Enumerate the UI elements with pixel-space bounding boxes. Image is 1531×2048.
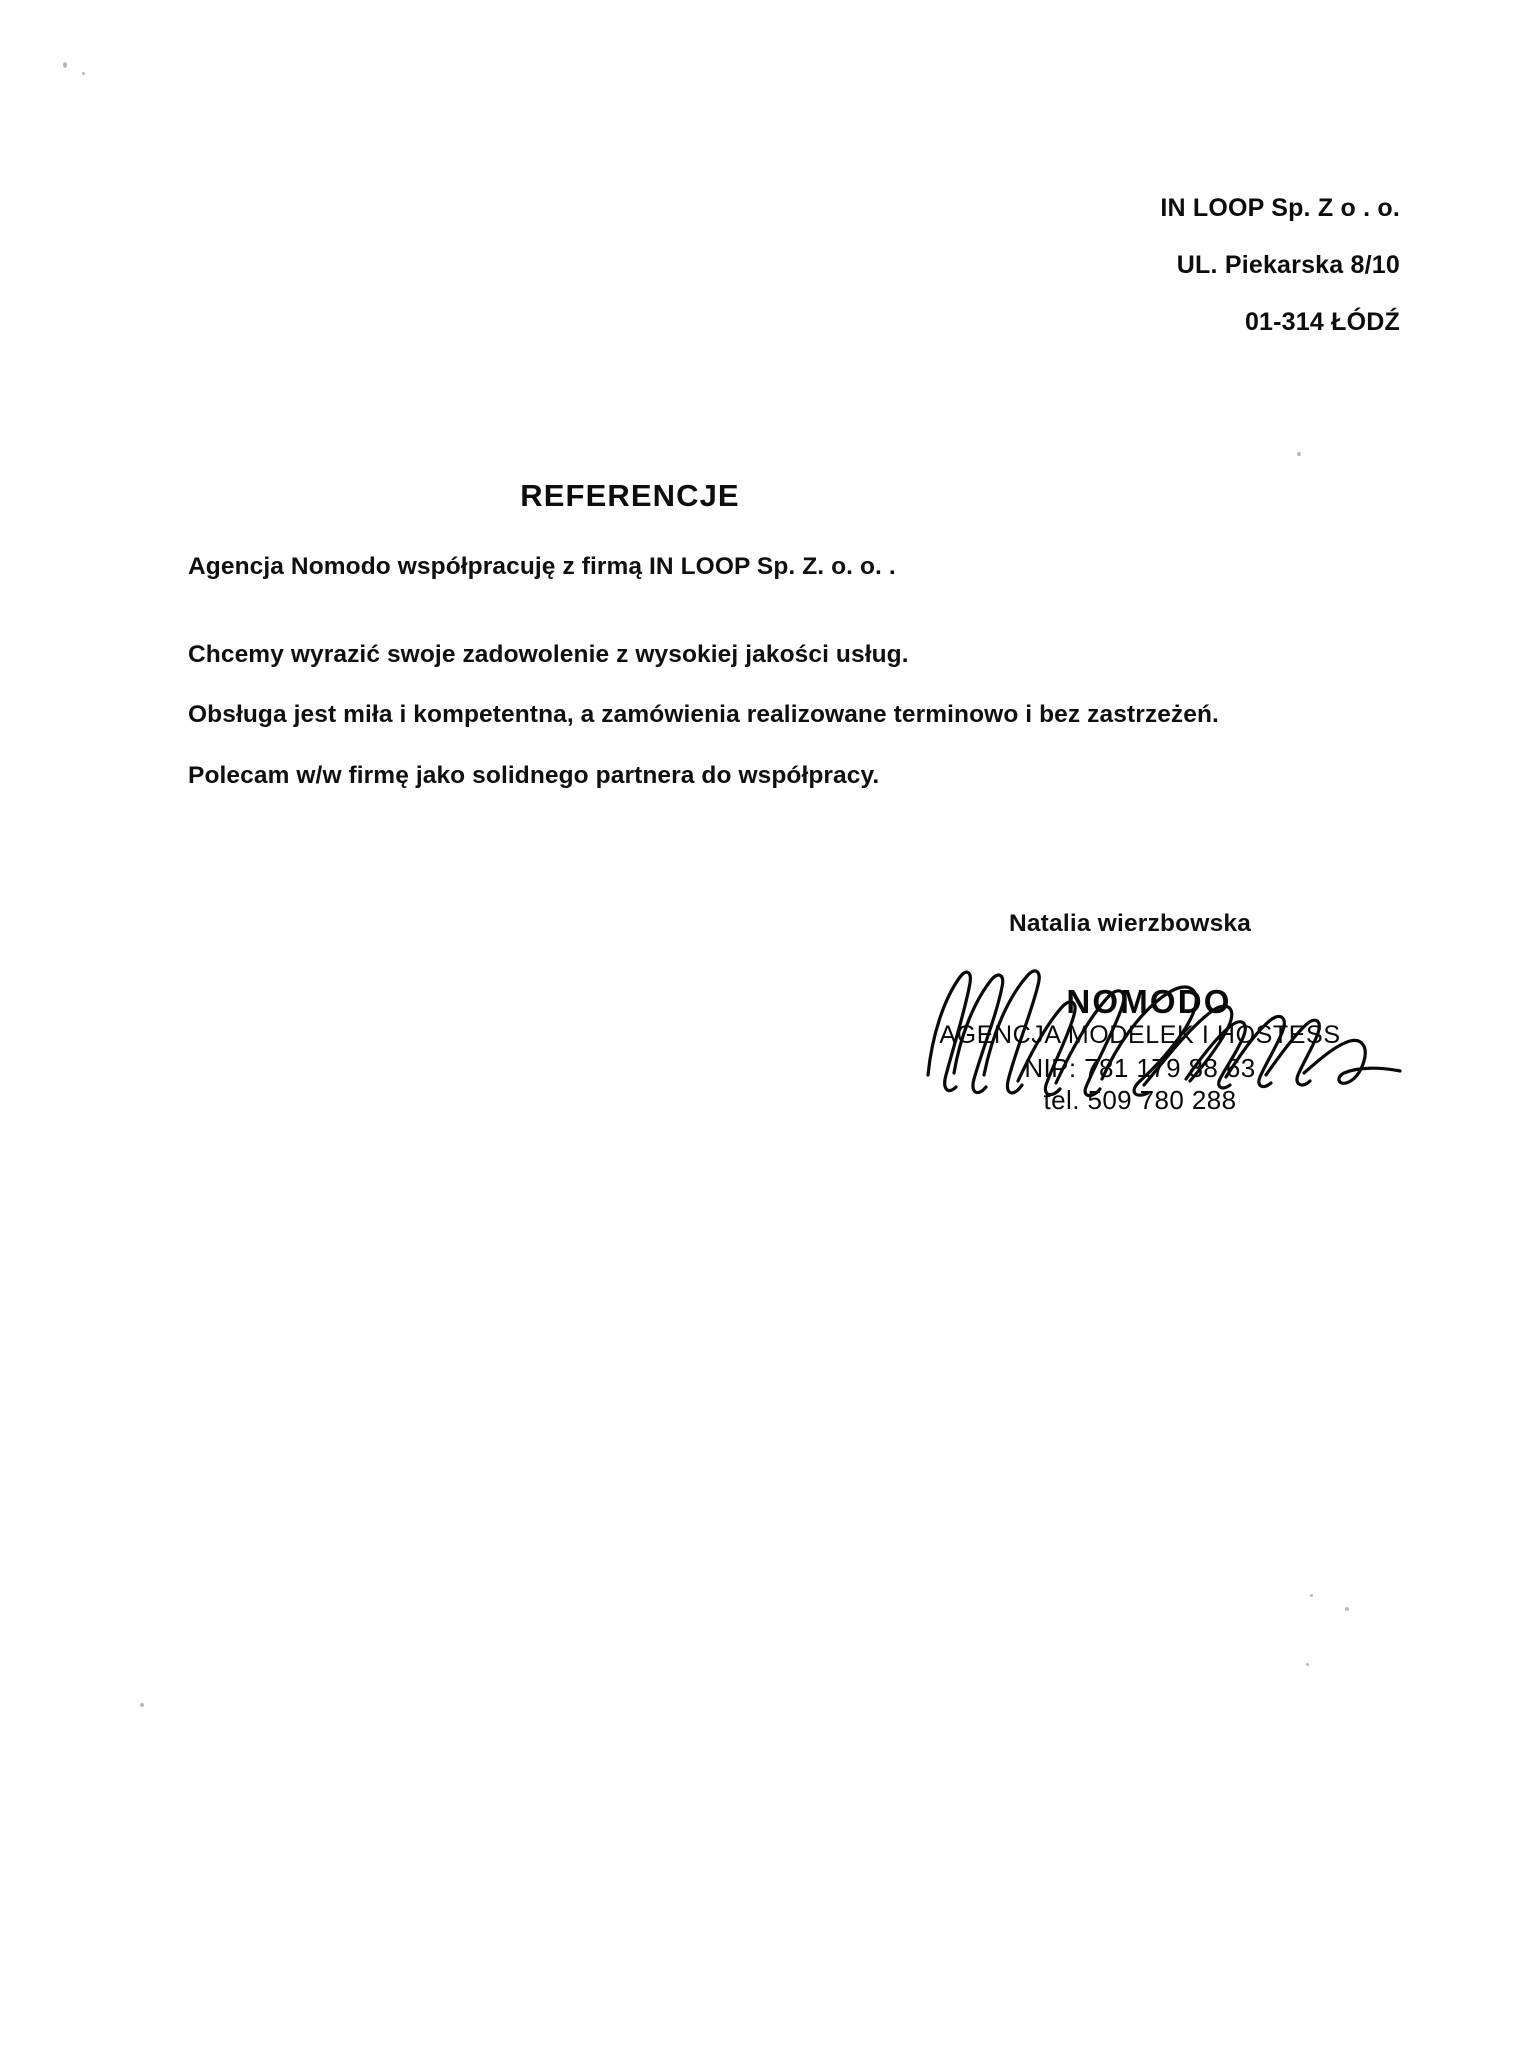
stamp-nip-number: NIP: 781 179 88 63 (1024, 1053, 1256, 1083)
scan-speck (63, 62, 67, 68)
body-statement-line: Polecam w/w firmę jako solidnego partnera do współpracy. (188, 761, 880, 789)
stamp-subtitle: AGENCJA MODELEK I HOSTESS (939, 1021, 1341, 1049)
scan-speck (82, 72, 85, 75)
stamp-text-block (860, 985, 1420, 1113)
scan-speck (1345, 1607, 1349, 1611)
letter-body (188, 555, 1338, 788)
body-statement-line: Obsługa jest miła i kompetentna, a zamówienia realizowane terminowo i bez zastrzeżeń. (188, 701, 1219, 728)
page-title: REFERENCJE (520, 478, 740, 513)
letterhead-street-address: UL. Piekarska 8/10 (1176, 251, 1400, 279)
scan-speck (1306, 1663, 1309, 1666)
stamp-brand-name: NOMODO (1066, 983, 1232, 1020)
scan-speck (1297, 452, 1301, 456)
letterhead-address-block (880, 196, 1400, 335)
body-statement-block (188, 640, 1338, 789)
signer-name: Natalia wierzbowska (1008, 910, 1252, 937)
body-intro-paragraph: Agencja Nomodo współpracuję z firmą IN LOOP Sp. Z. o. o. . (188, 553, 896, 580)
scan-speck (1310, 1594, 1313, 1597)
scan-speck (140, 1703, 144, 1707)
company-stamp (860, 985, 1420, 1185)
letterhead-company-name: IN LOOP Sp. Z o . o. (1160, 194, 1400, 222)
body-statement-line: Chcemy wyrazić swoje zadowolenie z wysokiej jakości usług. (188, 640, 909, 668)
letterhead-postal-city: 01-314 ŁÓDŹ (1244, 308, 1400, 336)
stamp-phone-number: tel. 509 780 288 (1043, 1085, 1237, 1115)
